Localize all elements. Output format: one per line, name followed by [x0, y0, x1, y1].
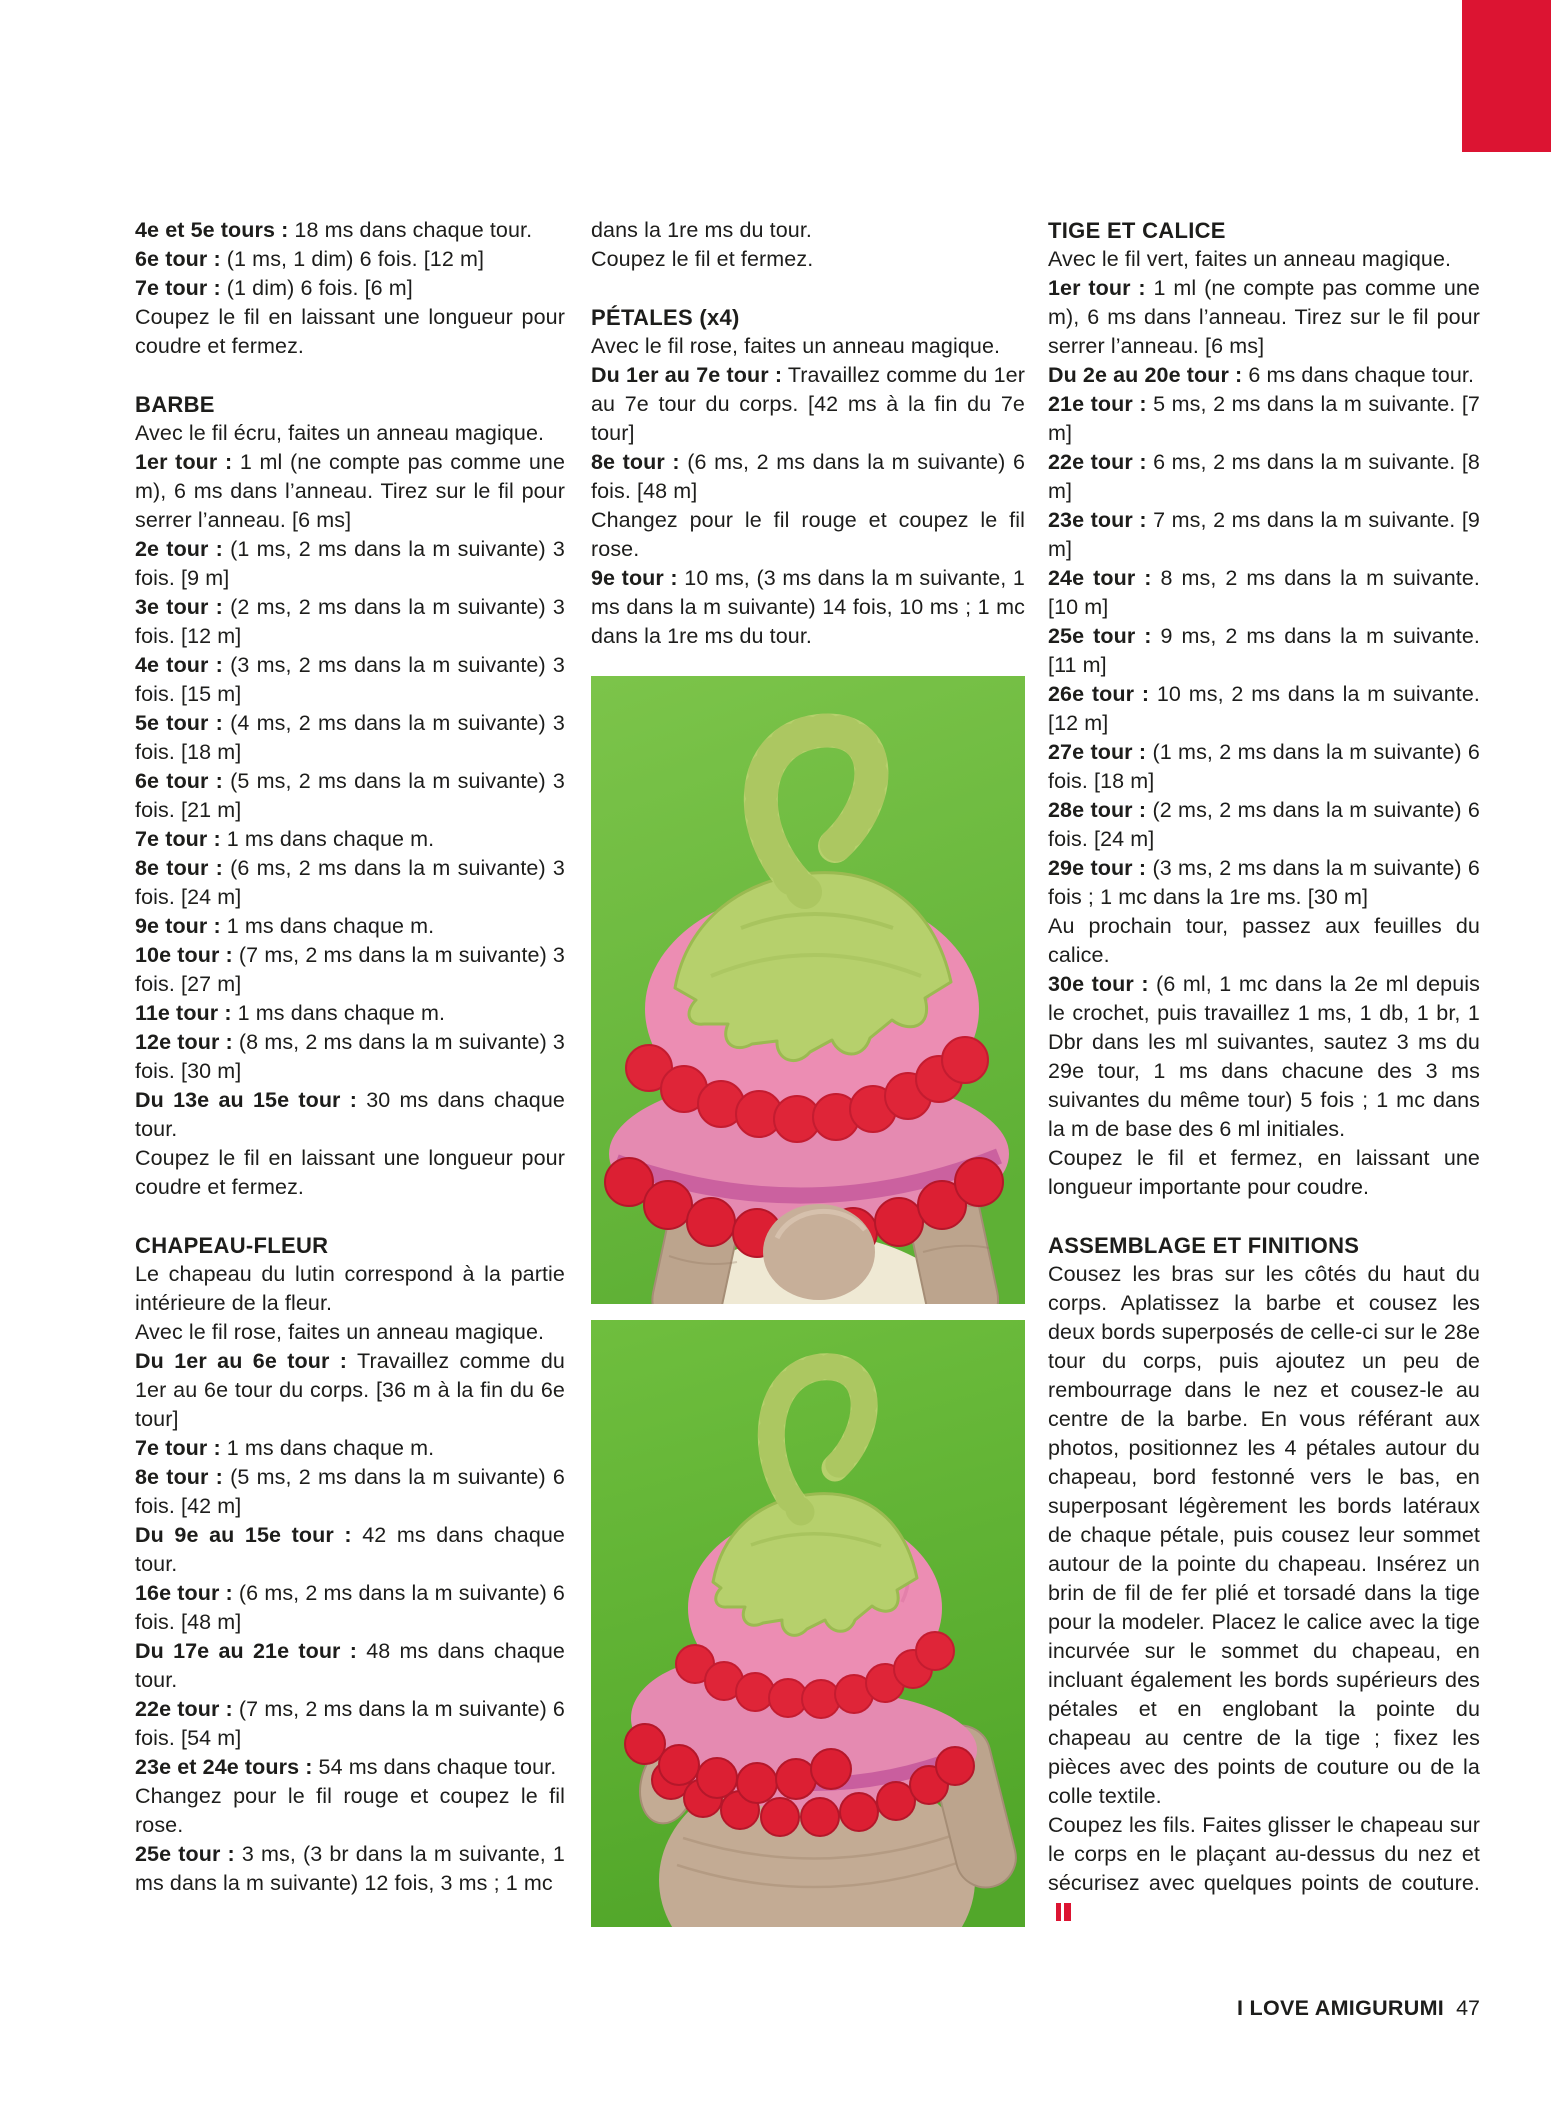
pattern-paragraph: 21e tour : 5 ms, 2 ms dans la m suivante. [7 m] [1048, 392, 1480, 445]
pattern-paragraph: Avec le fil vert, faites un anneau magique. [1048, 247, 1452, 271]
pattern-paragraph: 8e tour : (6 ms, 2 ms dans la m suivante) 6 fois. [48 m] [591, 450, 1025, 503]
section-heading: TIGE ET CALICE [1048, 218, 1226, 243]
pattern-paragraph: Coupez le fil et fermez, en laissant une longueur importante pour coudre. [1048, 1146, 1480, 1199]
column-middle-text [591, 216, 1025, 651]
pattern-paragraph: 6e tour : (1 ms, 1 dim) 6 fois. [12 m] [135, 247, 485, 271]
pattern-paragraph: 12e tour : (8 ms, 2 ms dans la m suivante) 3 fois. [30 m] [135, 1030, 565, 1083]
pattern-paragraph: Changez pour le fil rouge et coupez le fil rose. [135, 1784, 565, 1837]
pattern-paragraph: Du 1er au 7e tour : Travaillez comme du 1er au 7e tour du corps. [42 ms à la fin du 7e tour] [591, 363, 1026, 445]
column-right [1048, 216, 1480, 1927]
pattern-paragraph: Le chapeau du lutin correspond à la partie intérieure de la fleur. [135, 1262, 565, 1315]
pattern-paragraph: Du 9e au 15e tour : 42 ms dans chaque tour. [135, 1523, 565, 1576]
photo-flower-gnome-full [591, 1320, 1025, 1927]
pattern-paragraph: Changez pour le fil rouge et coupez le fil rose. [591, 508, 1025, 561]
pattern-paragraph: 29e tour : (3 ms, 2 ms dans la m suivante) 6 fois ; 1 mc dans la 1re ms. [30 m] [1048, 856, 1480, 909]
pattern-paragraph: Avec le fil rose, faites un anneau magique. [135, 1320, 545, 1344]
pattern-paragraph: 8e tour : (6 ms, 2 ms dans la m suivante) 3 fois. [24 m] [135, 856, 565, 909]
pattern-paragraph: 7e tour : 1 ms dans chaque m. [135, 1436, 435, 1460]
pattern-paragraph: 1er tour : 1 ml (ne compte pas comme une m), 6 ms dans l’anneau. Tirez sur le fil pour serrer l’anneau. [6 ms] [135, 450, 566, 532]
pattern-paragraph: 30e tour : (6 ml, 1 mc dans la 2e ml depuis le crochet, puis travaillez 1 ms, 1 db, 1 br, 1 Dbr dans les ml suivantes, sautez 3 ms du 29e tour, 1 ms dans chacune des 3 ms suivantes du même tour) 5 fois ; 1 mc dans la m de base des 6 ml initiales. [1048, 972, 1480, 1141]
pattern-paragraph: 6e tour : (5 ms, 2 ms dans la m suivante) 3 fois. [21 m] [135, 769, 565, 822]
pattern-paragraph: Avec le fil écru, faites un anneau magique. [135, 421, 545, 445]
section-heading: PÉTALES (x4) [591, 305, 740, 330]
pattern-paragraph: Coupez le fil en laissant une longueur pour coudre et fermez. [135, 1146, 565, 1199]
pattern-paragraph: 7e tour : (1 dim) 6 fois. [6 m] [135, 276, 413, 300]
pattern-paragraph: Coupez le fil en laissant une longueur pour coudre et fermez. [135, 305, 565, 358]
pattern-paragraph: 9e tour : 10 ms, (3 ms dans la m suivante, 1 ms dans la m suivante) 14 fois, 10 ms ; 1 mc dans la 1re ms du tour. [591, 566, 1025, 648]
pattern-paragraph: Du 13e au 15e tour : 30 ms dans chaque tour. [135, 1088, 565, 1141]
pattern-paragraph: Du 1er au 6e tour : Travaillez comme du 1er au 6e tour du corps. [36 m à la fin du 6e tour] [135, 1349, 565, 1431]
column-left [135, 216, 565, 1898]
pattern-paragraph: 24e tour : 8 ms, 2 ms dans la m suivante. [10 m] [1048, 566, 1480, 619]
pattern-paragraph: 23e tour : 7 ms, 2 ms dans la m suivante. [9 m] [1048, 508, 1480, 561]
pattern-paragraph: 16e tour : (6 ms, 2 ms dans la m suivante) 6 fois. [48 m] [135, 1581, 565, 1634]
flower-gnome-closeup-illustration [591, 676, 1025, 1304]
pattern-paragraph: Coupez les fils. Faites glisser le chapeau sur le corps en le plaçant au-dessus du nez et sécurisez avec quelques points de couture. [1048, 1811, 1480, 1927]
pattern-paragraph: 27e tour : (1 ms, 2 ms dans la m suivante) 6 fois. [18 m] [1048, 740, 1480, 793]
column-middle [591, 216, 1025, 1927]
pattern-paragraph: 7e tour : 1 ms dans chaque m. [135, 827, 435, 851]
pattern-paragraph: 4e tour : (3 ms, 2 ms dans la m suivante) 3 fois. [15 m] [135, 653, 565, 706]
pattern-paragraph: 23e et 24e tours : 54 ms dans chaque tour. [135, 1755, 557, 1779]
pattern-paragraph: 10e tour : (7 ms, 2 ms dans la m suivante) 3 fois. [27 m] [135, 943, 565, 996]
pattern-paragraph: 1er tour : 1 ml (ne compte pas comme une m), 6 ms dans l’anneau. Tirez sur le fil pour serrer l’anneau. [6 ms] [1048, 276, 1480, 358]
pattern-paragraph: dans la 1re ms du tour. [591, 218, 813, 242]
pattern-paragraph: Cousez les bras sur les côtés du haut du corps. Aplatissez la barbe et cousez les deux bords superposés de celle-ci sur le 28e tour du corps, puis ajoutez un peu de rembourrage dans le nez et cousez-le au centre de la barbe. En vous référant aux photos, positionnez les 4 pétales autour du chapeau, bord festonné vers le bas, en superposant légèrement les bords latéraux de chaque pétale, puis cousez leur sommet autour de la pointe du chapeau. Insérez un brin de fil de fer plié et torsadé dans la tige pour la modeler. Placez le calice avec la tige incurvée sur le sommet du chapeau, en incluant également les bords supérieurs des pétales et en englobant la pointe du chapeau au centre de la tige ; fixez les pièces avec des points de couture ou de la colle textile. [1048, 1262, 1480, 1808]
pattern-paragraph: Du 17e au 21e tour : 48 ms dans chaque tour. [135, 1639, 565, 1692]
pattern-paragraph: Avec le fil rose, faites un anneau magique. [591, 334, 1001, 358]
pattern-paragraph: 11e tour : 1 ms dans chaque m. [135, 1001, 446, 1025]
pattern-paragraph: 22e tour : 6 ms, 2 ms dans la m suivante. [8 m] [1048, 450, 1480, 503]
page-corner-accent [1462, 0, 1551, 152]
page-footer [1237, 1995, 1480, 2021]
pattern-paragraph: 3e tour : (2 ms, 2 ms dans la m suivante) 3 fois. [12 m] [135, 595, 565, 648]
pattern-paragraph: 26e tour : 10 ms, 2 ms dans la m suivante. [12 m] [1048, 682, 1480, 735]
pattern-paragraph: Au prochain tour, passez aux feuilles du calice. [1048, 914, 1480, 967]
pattern-paragraph: 28e tour : (2 ms, 2 ms dans la m suivante) 6 fois. [24 m] [1048, 798, 1480, 851]
pattern-paragraph: 8e tour : (5 ms, 2 ms dans la m suivante) 6 fois. [42 m] [135, 1465, 565, 1518]
pattern-paragraph: 9e tour : 1 ms dans chaque m. [135, 914, 435, 938]
article-end-mark [1056, 1903, 1071, 1921]
pattern-paragraph: 25e tour : 3 ms, (3 br dans la m suivante, 1 ms dans la m suivante) 12 fois, 3 ms ; 1 mc [135, 1842, 565, 1895]
pattern-paragraph: Coupez le fil et fermez. [591, 247, 814, 271]
page-number: 47 [1456, 1996, 1480, 2020]
section-heading: CHAPEAU-FLEUR [135, 1233, 329, 1258]
pattern-paragraph: Du 2e au 20e tour : 6 ms dans chaque tour. [1048, 363, 1475, 387]
photo-flower-gnome-hat-closeup [591, 676, 1025, 1304]
pattern-paragraph: 2e tour : (1 ms, 2 ms dans la m suivante) 3 fois. [9 m] [135, 537, 565, 590]
pattern-paragraph: 5e tour : (4 ms, 2 ms dans la m suivante) 3 fois. [18 m] [135, 711, 565, 764]
pattern-paragraph: 22e tour : (7 ms, 2 ms dans la m suivante) 6 fois. [54 m] [135, 1697, 565, 1750]
pattern-paragraph: 4e et 5e tours : 18 ms dans chaque tour. [135, 218, 533, 242]
section-heading: ASSEMBLAGE ET FINITIONS [1048, 1233, 1360, 1258]
section-heading: BARBE [135, 392, 215, 417]
flower-gnome-full-illustration [591, 1320, 1025, 1927]
pattern-paragraph: 25e tour : 9 ms, 2 ms dans la m suivante. [11 m] [1048, 624, 1480, 677]
magazine-title: I LOVE AMIGURUMI [1237, 1996, 1445, 2020]
